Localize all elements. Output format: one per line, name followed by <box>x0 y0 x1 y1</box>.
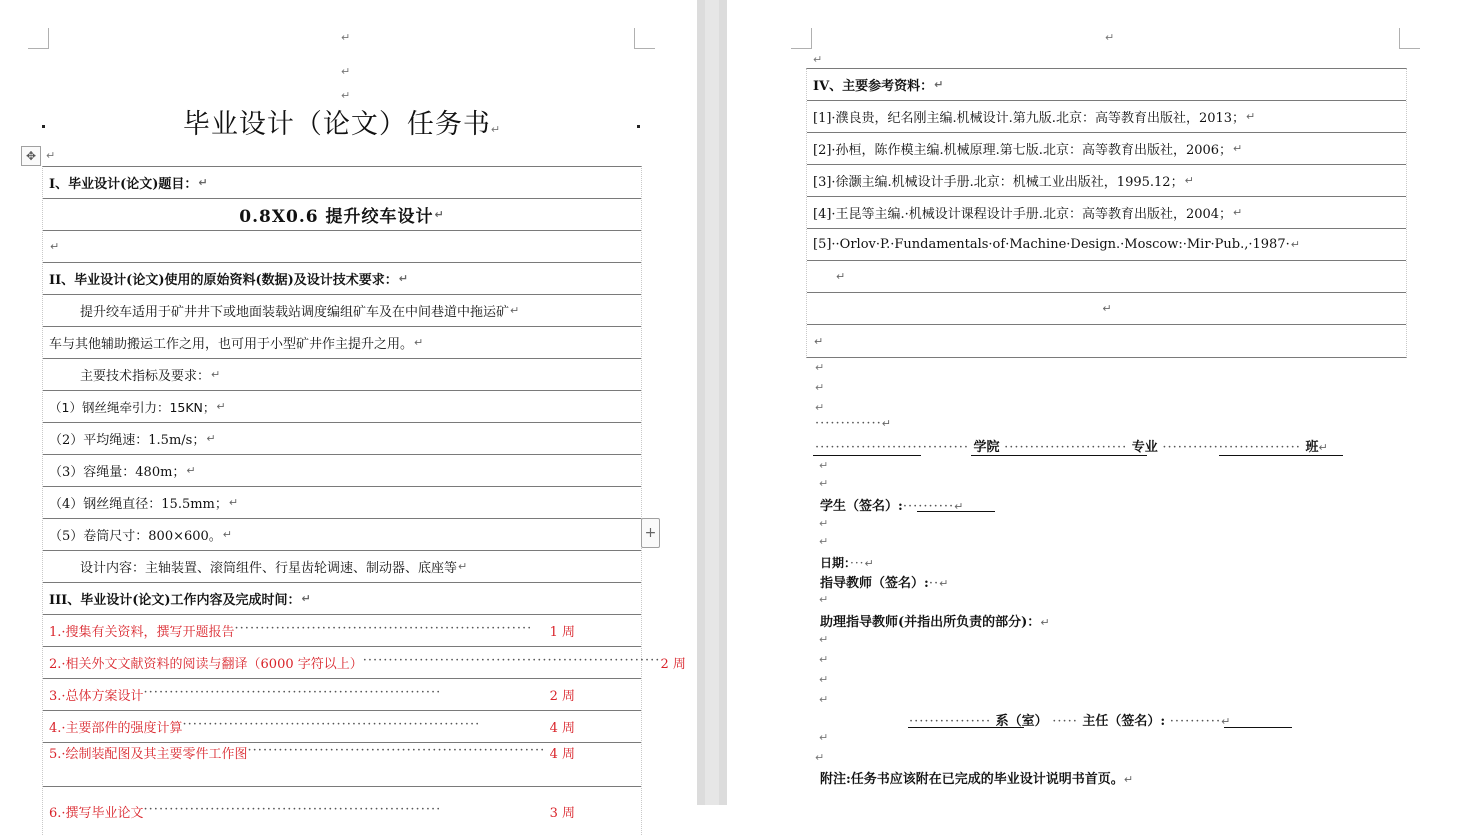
paragraph-mark: ↵ <box>815 361 825 374</box>
section4-heading[interactable]: IV、主要参考资料： ↵ <box>807 69 1406 101</box>
college-underline <box>813 455 921 456</box>
table-move-handle-icon[interactable]: ✥ <box>21 146 41 166</box>
task-item[interactable]: 3.·总体方案设计 ·························································· 2 周 <box>43 679 641 711</box>
assistant-advisor-line[interactable]: 助理指导教师(并指出所负责的部分)：↵ <box>820 615 1050 630</box>
document-page-left <box>0 0 697 821</box>
task-item[interactable]: 4.·主要部件的强度计算 ·························································· 4 周 <box>43 711 641 743</box>
dept-underline <box>908 727 1024 728</box>
paragraph-mark: ↵ <box>819 693 829 706</box>
dept-label: 系（室） <box>995 714 1048 729</box>
director-underline <box>1224 727 1292 728</box>
paragraph-mark: ↵ <box>813 53 823 66</box>
task-item[interactable]: 2.·相关外文文献资料的阅读与翻译（6000 字符以上） ·························································· 2 周 <box>43 647 641 679</box>
paragraph-mark: ↵ <box>341 89 351 102</box>
crop-mark-top-left <box>791 28 812 49</box>
advisor-signature-line[interactable]: 指导教师（签名）:··↵ <box>820 576 949 591</box>
paragraph-mark: ↵ <box>819 535 829 548</box>
crop-mark-top-right <box>1399 28 1420 49</box>
spec-item[interactable]: （2）平均绳速：1.5m/s； ↵ <box>43 423 641 455</box>
student-signature-line[interactable]: 学生（签名）:··········↵ <box>820 499 964 514</box>
description-line-1[interactable]: 提升绞车适用于矿井井下或地面装载站调度编组矿车及在中间巷道中拖运矿 ↵ <box>43 295 641 327</box>
add-row-icon[interactable]: + <box>641 518 660 548</box>
paragraph-mark: ↵ <box>1105 31 1115 44</box>
empty-row[interactable]: ↵ <box>807 261 1406 293</box>
page-gap <box>697 0 727 805</box>
section2-heading[interactable]: II、毕业设计(论文)使用的原始资料(数据)及设计技术要求： ↵ <box>43 263 641 295</box>
paragraph-mark: ↵ <box>815 381 825 394</box>
attachment-note[interactable]: 附注:任务书应该附在已完成的毕业设计说明书首页。↵ <box>820 772 1134 787</box>
paragraph-mark: ↵ <box>819 633 829 646</box>
reference-item[interactable]: [2]·孙桓，陈作模主编.机械原理.第七版.北京：高等教育出版社，2006； ↵ <box>807 133 1406 165</box>
college-label: 学院 <box>973 440 1000 455</box>
tech-intro[interactable]: 主要技术指标及要求： ↵ <box>43 359 641 391</box>
paragraph-mark: ↵ <box>815 751 825 764</box>
student-signature-underline <box>917 511 995 512</box>
paragraph-mark: ↵ <box>819 517 829 530</box>
paragraph-mark: ↵ <box>819 477 829 490</box>
date-line[interactable]: 日期：···↵ <box>820 556 874 570</box>
reference-item[interactable]: [1]·濮良贵，纪名刚主编.机械设计.第九版.北京：高等教育出版社，2013； ↵ <box>807 101 1406 133</box>
major-underline <box>971 455 1147 456</box>
empty-row[interactable]: ↵ <box>807 293 1406 325</box>
empty-row[interactable]: ↵ <box>814 334 824 348</box>
document-title[interactable]: 毕业设计（论文）任务书↵ <box>182 109 502 140</box>
spec-item[interactable]: （1）钢丝绳牵引力：15KN； ↵ <box>43 391 641 423</box>
paragraph-mark: ↵ <box>819 653 829 666</box>
project-title[interactable]: 0.8X0.6 提升绞车设计 ↵ <box>43 199 641 231</box>
director-label: 主任（签名）: <box>1082 714 1166 729</box>
task-item[interactable]: 6.·撰写毕业论文 ·························································· 3 周 <box>49 801 575 821</box>
paragraph-mark: ↵ <box>341 31 351 44</box>
paragraph-mark: ↵ <box>819 673 829 686</box>
empty-row[interactable]: ↵ <box>43 231 641 263</box>
description-line-2[interactable]: 车与其他辅助搬运工作之用，也可用于小型矿井作主提升之用。 ↵ <box>43 327 641 359</box>
task-item[interactable]: 5.·绘制装配图及其主要零件工作图 ·························································· 4 周 <box>43 743 641 787</box>
spec-item[interactable]: （4）钢丝绳直径：15.5mm； ↵ <box>43 487 641 519</box>
design-content[interactable]: 设计内容：主轴装置、滚筒组件、行星齿轮调速、制动器、底座等 ↵ <box>43 551 641 583</box>
crop-mark-top-left <box>28 28 49 49</box>
class-label: 班 <box>1305 440 1319 455</box>
spec-item[interactable]: （3）容绳量：480m； ↵ <box>43 455 641 487</box>
paragraph-mark: ↵ <box>815 401 825 414</box>
task-table <box>42 166 686 835</box>
reference-item[interactable]: [5]··Orlov·P.·Fundamentals·of·Machine·Design.·Moscow:·Mir·Pub.,·1987· ↵ <box>807 229 1406 261</box>
college-major-class-line[interactable]: ······························ 学院 ························ 专业 ··························· 班↵ <box>815 440 1328 455</box>
crop-mark-top-right <box>634 28 655 49</box>
dotted-leader: ·············↵ <box>815 416 891 431</box>
references-table <box>806 68 1407 358</box>
document-page-right <box>727 0 1462 805</box>
section3-heading[interactable]: III、毕业设计(论文)工作内容及完成时间： ↵ <box>43 583 641 615</box>
task-item[interactable]: 1.·搜集有关资料，撰写开题报告 ·························································· 1 周 <box>43 615 641 647</box>
paragraph-mark: ↵ <box>819 459 829 472</box>
spec-item[interactable]: （5）卷筒尺寸：800×600。 ↵ <box>43 519 641 551</box>
paragraph-mark: ↵ <box>819 593 829 606</box>
reference-item[interactable]: [3]·徐灏主编.机械设计手册.北京：机械工业出版社，1995.12； ↵ <box>807 165 1406 197</box>
reference-item[interactable]: [4]·王昆等主编.·机械设计课程设计手册.北京：高等教育出版社，2004； ↵ <box>807 197 1406 229</box>
paragraph-mark: ↵ <box>341 65 351 78</box>
section1-heading[interactable]: I、毕业设计(论文)题目： ↵ <box>43 167 641 199</box>
paragraph-mark: ↵ <box>46 149 56 162</box>
paragraph-mark: ↵ <box>819 731 829 744</box>
class-underline <box>1219 455 1343 456</box>
major-label: 专业 <box>1131 440 1158 455</box>
dept-director-line[interactable]: ················ 系（室） ····· 主任（签名）: ··········↵ <box>909 714 1231 729</box>
